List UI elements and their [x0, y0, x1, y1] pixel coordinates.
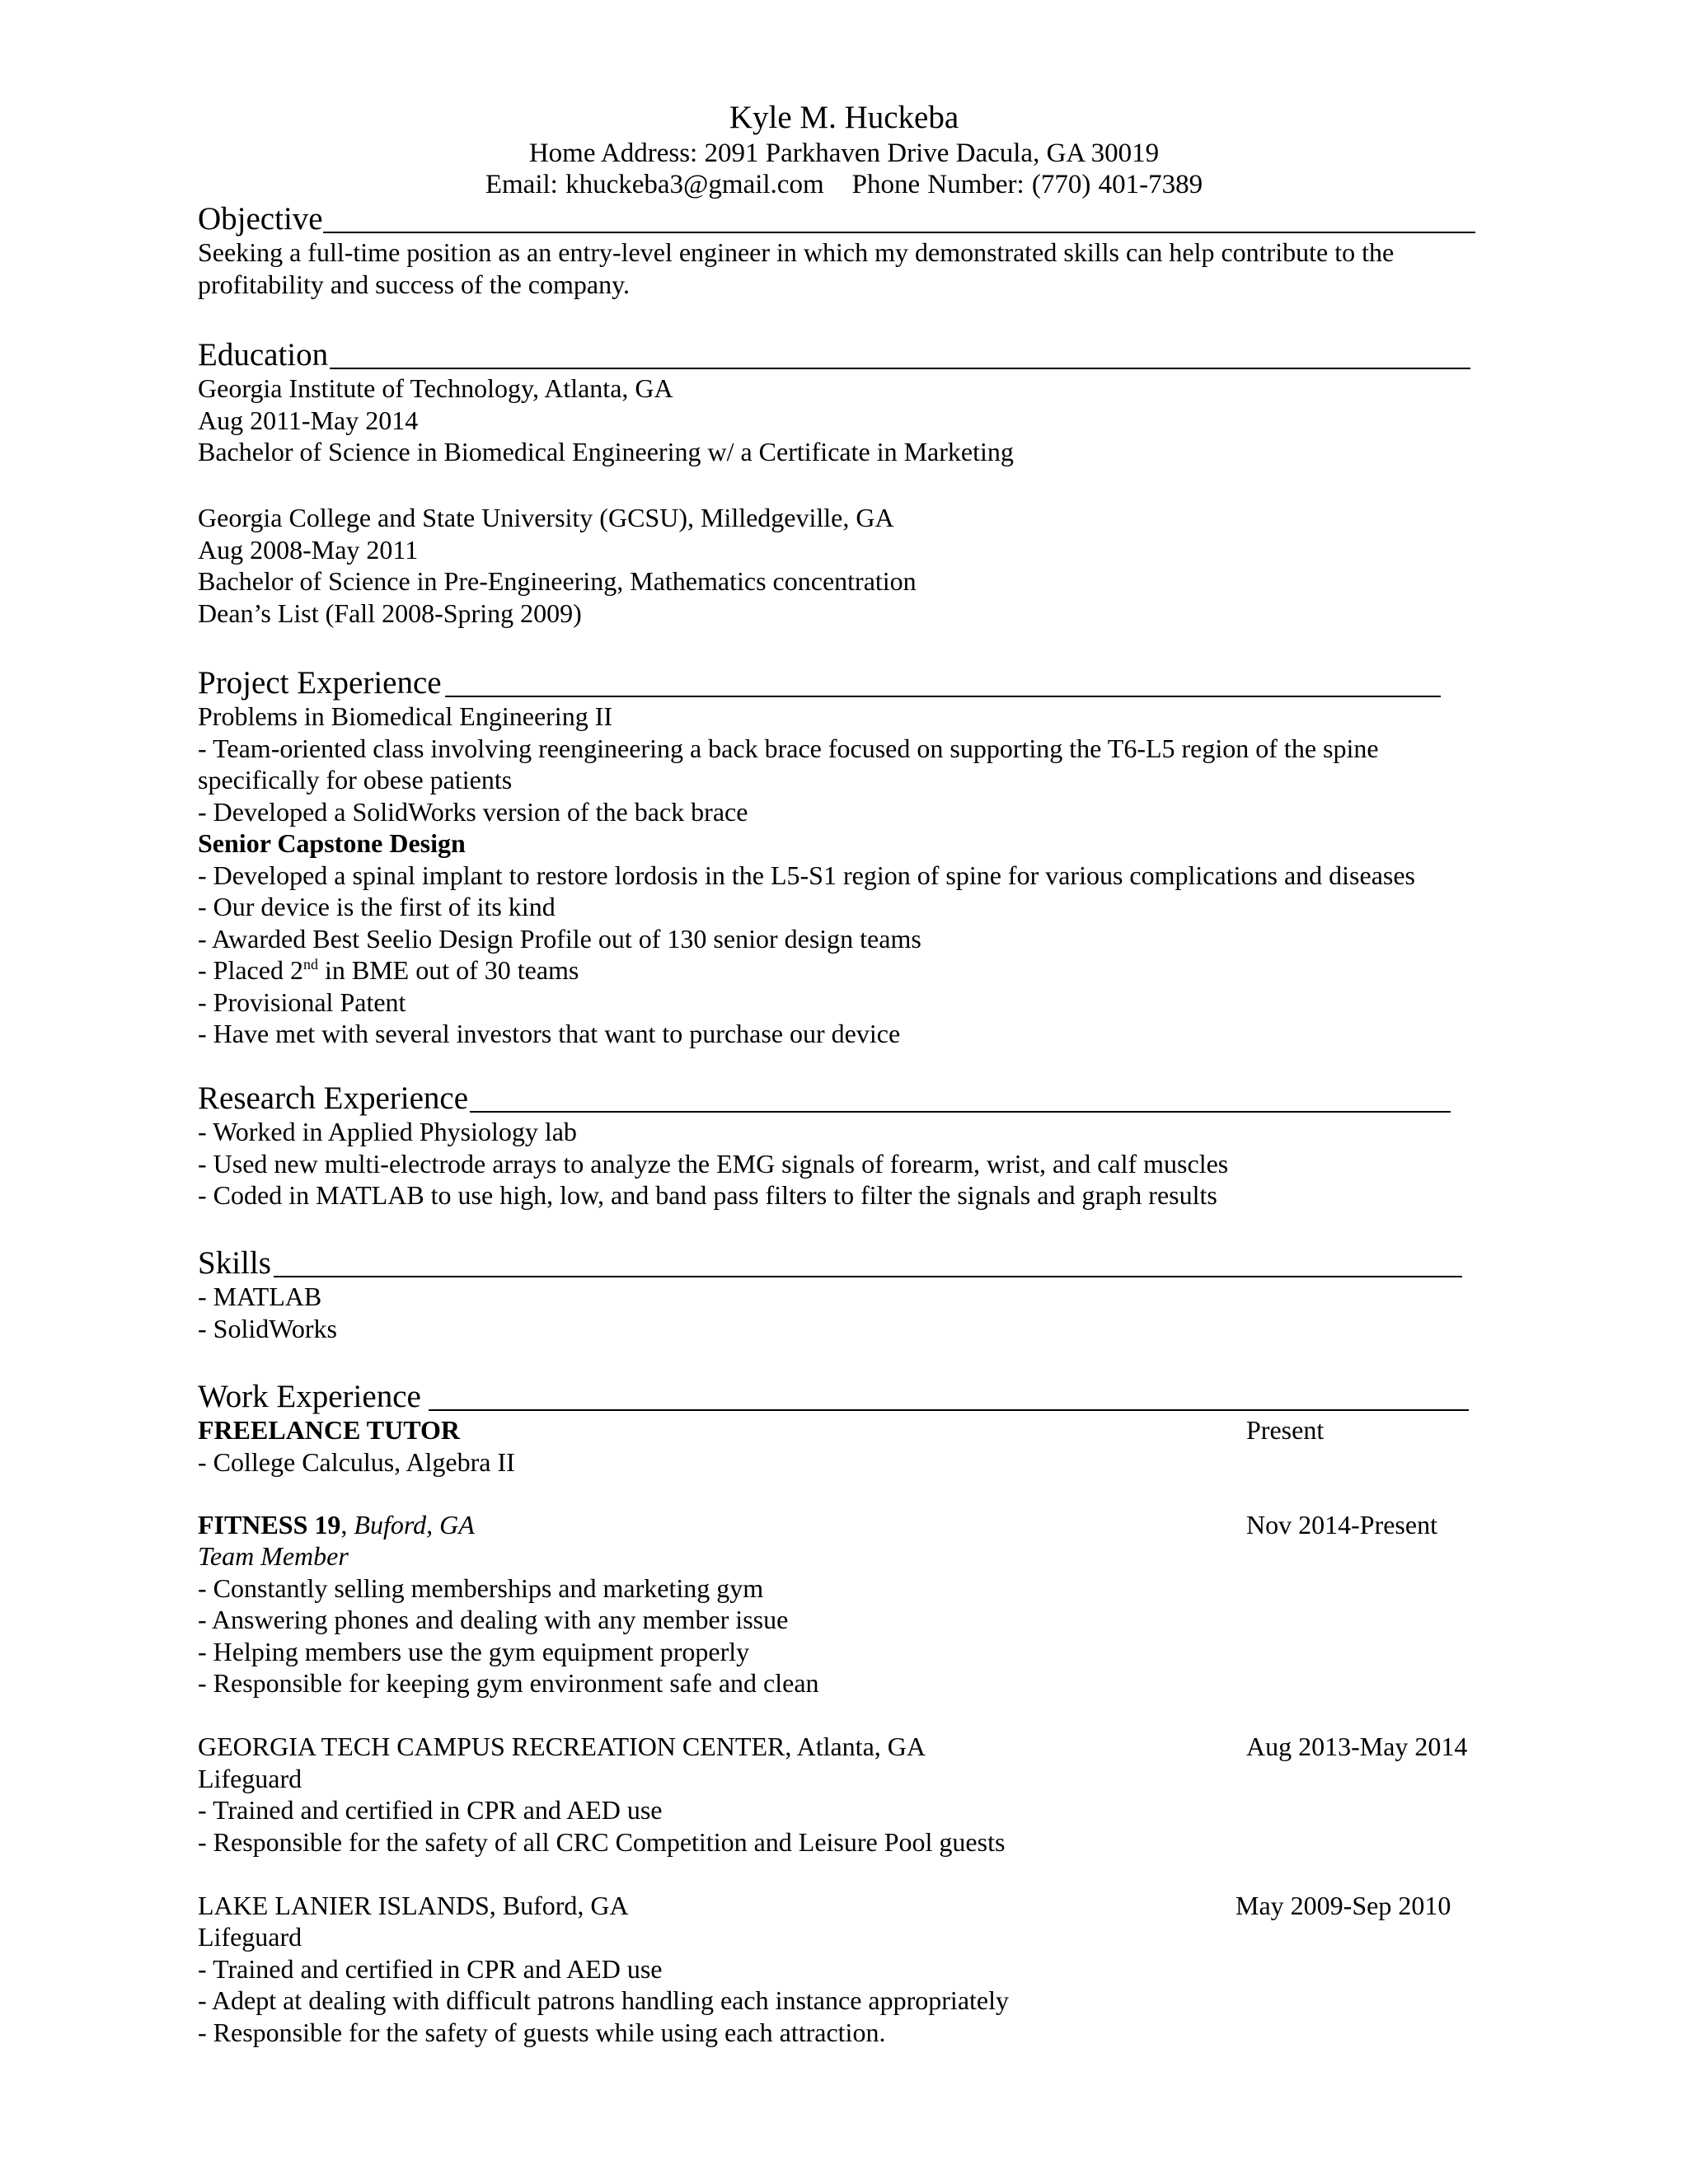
school-dates: Aug 2008-May 2011	[198, 534, 419, 565]
skill-item: - MATLAB	[198, 1282, 322, 1311]
objective-line-2: profitability and success of the company.	[198, 269, 630, 299]
job-header: FITNESS 19, Buford, GA Nov 2014-Present	[198, 1509, 1437, 1540]
candidate-name: Kyle M. Huckeba	[729, 100, 959, 135]
job-header	[198, 1731, 1484, 1763]
job-employer: FREELANCE TUTOR	[198, 1415, 460, 1445]
contact-line	[0, 168, 1688, 201]
job-location: Buford, GA	[354, 1509, 475, 1540]
project-title: Problems in Biomedical Engineering II	[198, 701, 612, 731]
job-bullet: - Constantly selling memberships and marketing gym	[198, 1572, 764, 1603]
research-bullet: - Used new multi-electrode arrays to analyze the EMG signals of forearm, wrist, and calf muscles	[198, 1148, 1229, 1179]
section-title-education: Education	[198, 336, 1484, 374]
job-date: May 2009-Sep 2010	[1236, 1890, 1451, 1920]
project-experience-section	[198, 664, 1484, 1050]
project-bullet: - Developed a SolidWorks version of the back brace	[198, 796, 748, 827]
job-employer: LAKE LANIER ISLANDS, Buford, GA	[198, 1890, 629, 1920]
section-title-projects: Project Experience	[198, 664, 1484, 702]
job-bullet: - Responsible for the safety of all CRC Competition and Leisure Pool guests	[198, 1826, 1006, 1857]
school-honor: Dean’s List (Fall 2008-Spring 2009)	[198, 598, 582, 628]
section-title-objective: Objective	[198, 200, 1484, 238]
school-degree: Bachelor of Science in Pre-Engineering, Mathematics concentration	[198, 566, 917, 596]
job-role: Lifeguard	[198, 1922, 302, 1952]
job-bullet: - Adept at dealing with difficult patrons handling each instance appropriately	[198, 1985, 1009, 2015]
project-bullet: - Placed 2nd in BME out of 30 teams	[198, 955, 579, 985]
project-bullet: - Team-oriented class involving reengineering a back brace focused on supporting the T6-L5 region of the spine	[198, 733, 1379, 763]
home-address: Home Address: 2091 Parkhaven Drive Dacula, GA 30019	[528, 138, 1160, 168]
project-bullet: - Developed a spinal implant to restore lordosis in the L5-S1 region of spine for various complications and diseases	[198, 860, 1415, 890]
school-dates: Aug 2011-May 2014	[198, 405, 419, 435]
project-title: Senior Capstone Design	[198, 828, 466, 858]
research-experience-section	[198, 1080, 1484, 1212]
section-title-research: Research Experience	[198, 1080, 1484, 1118]
research-bullet: - Worked in Applied Physiology lab	[198, 1117, 577, 1146]
project-bullet: - Provisional Patent	[198, 987, 406, 1017]
job-date: Aug 2013-May 2014	[1246, 1732, 1468, 1761]
job-bullet: - Responsible for keeping gym environment safe and clean	[198, 1668, 819, 1698]
job-header	[198, 1414, 1484, 1446]
objective-section	[198, 200, 1484, 300]
section-title-work: Work Experience	[198, 1378, 1484, 1416]
skill-item: - SolidWorks	[198, 1313, 337, 1343]
job-bullet: - Answering phones and dealing with any member issue	[198, 1605, 789, 1634]
job-date: Present	[1246, 1415, 1325, 1445]
job-role: Team Member	[198, 1541, 349, 1571]
job-bullet: - Trained and certified in CPR and AED use	[198, 1795, 663, 1825]
job-bullet: - Responsible for the safety of guests while using each attraction.	[198, 2017, 886, 2047]
job-date: Nov 2014-Present	[1246, 1509, 1437, 1540]
job-bullet: - College Calculus, Algebra II	[198, 1446, 515, 1477]
phone-number: Phone Number: (770) 401-7389	[851, 170, 1203, 199]
project-bullet: - Our device is the first of its kind	[198, 892, 556, 921]
section-title-skills: Skills	[198, 1244, 1484, 1282]
school-name: Georgia College and State University (GCSU), Milledgeville, GA	[198, 503, 894, 532]
project-bullet: - Have met with several investors that want to purchase our device	[198, 1019, 901, 1048]
project-bullet: specifically for obese patients	[198, 765, 513, 794]
email: Email: khuckeba3@gmail.com	[485, 170, 824, 199]
job-bullet: - Trained and certified in CPR and AED use	[198, 1953, 663, 1984]
job-employer: GEORGIA TECH CAMPUS RECREATION CENTER, Atlanta, GA	[198, 1732, 926, 1761]
project-bullet: - Awarded Best Seelio Design Profile out of 130 senior design teams	[198, 923, 921, 954]
school-degree: Bachelor of Science in Biomedical Engineering w/ a Certificate in Marketing	[198, 437, 1014, 466]
education-section	[198, 336, 1484, 629]
work-experience-section	[198, 1378, 1484, 2048]
job-bullet: - Helping members use the gym equipment properly	[198, 1636, 750, 1666]
skills-section	[198, 1244, 1484, 1344]
job-role: Lifeguard	[198, 1763, 302, 1793]
school-name: Georgia Institute of Technology, Atlanta, GA	[198, 373, 673, 403]
job-header	[198, 1890, 1484, 1922]
objective-line-1: Seeking a full-time position as an entry-level engineer in which my demonstrated skills can help contribute to the	[198, 237, 1395, 267]
research-bullet: - Coded in MATLAB to use high, low, and band pass filters to filter the signals and graph results	[198, 1180, 1217, 1210]
job-employer: FITNESS 19	[198, 1509, 341, 1540]
